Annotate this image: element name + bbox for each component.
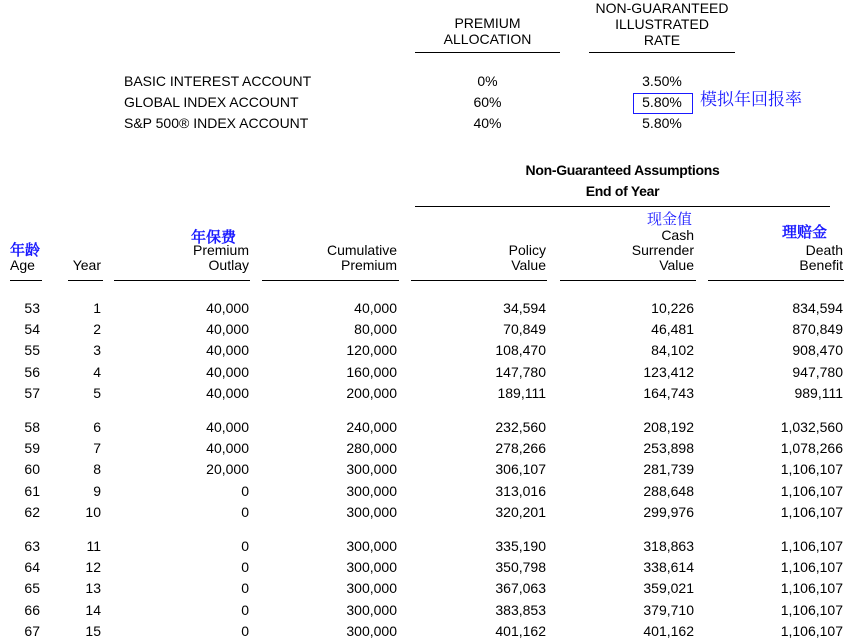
outlay-header-line: Outlay: [208, 257, 249, 273]
cash-surrender-value-cell: 84,102: [651, 342, 694, 359]
year-cell: 13: [85, 580, 101, 597]
death-benefit-cell: 1,078,266: [780, 440, 843, 457]
year-cell: 11: [86, 538, 101, 554]
age-cell: 65: [24, 580, 40, 597]
age-cell: 53: [24, 300, 40, 316]
cash-surrender-value-cell: 123,412: [643, 363, 694, 380]
policy-value-cell: 383,853: [495, 601, 546, 618]
premium-allocation-underline: [415, 52, 560, 53]
premium-outlay-cell: 20,000: [206, 461, 249, 478]
cash-surrender-value-cell: 338,614: [643, 559, 694, 576]
age-cell: 64: [24, 559, 40, 576]
cash-surrender-value-cell: 359,021: [643, 580, 694, 597]
year-cell: 7: [93, 440, 101, 457]
policy-value-cell: 350,798: [495, 559, 546, 576]
premium-outlay-cell: 0: [241, 503, 249, 520]
premium-allocation-header: [415, 15, 560, 47]
death-benefit-cell: 947,780: [792, 363, 843, 380]
assumptions-title: Non-Guaranteed Assumptions: [525, 162, 720, 178]
outlay-underline: [114, 280, 250, 281]
cumulative-premium-cell: 80,000: [354, 321, 397, 338]
cash-surrender-header-line: Surrender: [631, 242, 694, 258]
year-cell: 2: [93, 321, 101, 338]
death-benefit-cell: 1,106,107: [780, 482, 843, 499]
premium-outlay-cell: 0: [241, 622, 249, 639]
death-benefit-cell: 834,594: [792, 300, 843, 316]
outlay-header-line: Premium: [192, 242, 249, 258]
death-benefit-cell: 1,106,107: [780, 601, 843, 618]
cash-surrender-value-cell: 281,739: [643, 461, 694, 478]
death-benefit-header: [703, 243, 843, 273]
premium-outlay-cell: 0: [241, 538, 249, 554]
cumulative-premium-cell: 300,000: [346, 461, 397, 478]
death-benefit-cell: 1,106,107: [780, 622, 843, 639]
year-cell: 5: [93, 384, 101, 401]
assumptions-underline: [415, 206, 830, 207]
cash-surrender-header-line: Value: [659, 257, 694, 273]
age-underline: [10, 280, 42, 281]
premium-outlay-cell: 0: [241, 601, 249, 618]
allocation-account-name: GLOBAL INDEX ACCOUNT: [124, 94, 299, 110]
age-cn-label: 年龄: [10, 242, 41, 259]
cumulative-premium-cell: 300,000: [346, 580, 397, 597]
policy-value-cell: 70,849: [503, 321, 546, 338]
cash-surrender-value-cell: 288,648: [643, 482, 694, 499]
age-cell: 59: [24, 440, 40, 457]
death-benefit-underline: [708, 280, 844, 281]
cumulative-premium-cell: 240,000: [346, 419, 397, 435]
death-benefit-header-line: Death: [805, 242, 843, 258]
year-cell: 15: [85, 622, 101, 639]
death-benefit-cell: 870,849: [792, 321, 843, 338]
cumulative-premium-cell: 300,000: [346, 622, 397, 639]
rate-annotation: 模拟年回报率: [700, 90, 802, 109]
illustrated-rate: 5.80%: [642, 115, 682, 131]
illustrated-rate-header-line: NON-GUARANTEED: [595, 0, 729, 16]
year-cell: 9: [93, 482, 101, 499]
allocation-account-name: S&P 500® INDEX ACCOUNT: [124, 115, 309, 131]
premium-outlay-cell: 0: [241, 482, 249, 499]
death-benefit-cell: 1,106,107: [780, 580, 843, 597]
cumulative-header-line: Cumulative: [326, 242, 397, 258]
illustrated-rate-header-line: ILLUSTRATED: [615, 16, 709, 32]
policy-value-cell: 313,016: [495, 482, 546, 499]
premium-outlay-cell: 40,000: [206, 300, 249, 316]
year-cell: 1: [93, 300, 101, 316]
illustrated-rate-header: [589, 0, 735, 48]
policy-value-cell: 232,560: [495, 419, 546, 435]
year-cell: 6: [93, 419, 101, 435]
illustrated-rate-header-line: RATE: [643, 32, 681, 48]
death-benefit-cell: 989,111: [794, 384, 843, 401]
year-cell: 3: [93, 342, 101, 359]
policy-value-header-line: Policy: [508, 242, 546, 258]
cumulative-premium-cell: 300,000: [346, 559, 397, 576]
cumulative-premium-cell: 160,000: [346, 363, 397, 380]
illustrated-rate: 3.50%: [642, 73, 682, 89]
age-cell: 66: [24, 601, 40, 618]
death-benefit-cell: 1,106,107: [780, 559, 843, 576]
policy-value-cell: 147,780: [495, 363, 546, 380]
death-benefit-cn-label: 理赔金: [782, 224, 828, 241]
age-cell: 58: [24, 419, 40, 435]
premium-allocation-header-line: PREMIUM: [454, 15, 521, 31]
cash-surrender-underline: [560, 280, 696, 281]
year-cell: 14: [85, 601, 101, 618]
cumulative-header-line: Premium: [340, 257, 397, 273]
cumulative-header: [258, 243, 397, 273]
premium-outlay-cell: 40,000: [206, 419, 249, 435]
age-cell: 67: [24, 622, 40, 639]
year-header: Year: [72, 257, 101, 273]
year-underline: [68, 280, 103, 281]
age-cell: 63: [24, 538, 40, 554]
outlay-cn-label: 年保费: [191, 229, 237, 246]
cash-surrender-value-cell: 401,162: [643, 622, 694, 639]
premium-outlay-cell: 40,000: [206, 342, 249, 359]
death-benefit-cell: 908,470: [792, 342, 843, 359]
allocation-percent: 60%: [473, 94, 502, 110]
age-cell: 56: [24, 363, 40, 380]
cash-surrender-cn-label: 现金值: [647, 211, 693, 228]
age-header: Age: [10, 257, 35, 273]
cumulative-premium-cell: 200,000: [346, 384, 397, 401]
allocation-account-name: BASIC INTEREST ACCOUNT: [124, 73, 312, 89]
cumulative-premium-cell: 40,000: [354, 300, 397, 316]
premium-outlay-cell: 0: [241, 580, 249, 597]
premium-outlay-cell: 40,000: [206, 363, 249, 380]
cash-surrender-value-cell: 46,481: [651, 321, 694, 338]
year-cell: 10: [85, 503, 101, 520]
death-benefit-cell: 1,106,107: [780, 461, 843, 478]
cumulative-premium-cell: 300,000: [346, 482, 397, 499]
year-cell: 12: [85, 559, 101, 576]
age-cell: 62: [24, 503, 40, 520]
age-cell: 61: [24, 482, 40, 499]
policy-value-underline: [411, 280, 547, 281]
cash-surrender-value-cell: 253,898: [643, 440, 694, 457]
cumulative-premium-cell: 300,000: [346, 503, 397, 520]
policy-value-cell: 108,470: [495, 342, 546, 359]
premium-outlay-cell: 40,000: [206, 321, 249, 338]
cumulative-premium-cell: 300,000: [346, 601, 397, 618]
death-benefit-header-line: Benefit: [799, 257, 843, 273]
illustrated-rate: 5.80%: [642, 94, 682, 110]
rate-highlight-box: [633, 93, 693, 114]
policy-value-cell: 335,190: [495, 538, 546, 554]
cash-surrender-value-cell: 164,743: [643, 384, 694, 401]
policy-value-cell: 320,201: [495, 503, 546, 520]
cash-surrender-header-line: Cash: [661, 227, 694, 243]
policy-value-cell: 401,162: [495, 622, 546, 639]
policy-value-header: [406, 243, 546, 273]
cash-surrender-value-cell: 299,976: [643, 503, 694, 520]
age-cell: 57: [24, 384, 40, 401]
premium-outlay-cell: 40,000: [206, 440, 249, 457]
death-benefit-cell: 1,106,107: [780, 503, 843, 520]
assumptions-subtitle: End of Year: [585, 183, 660, 199]
premium-allocation-header-line: ALLOCATION: [443, 31, 532, 47]
cash-surrender-value-cell: 208,192: [643, 419, 694, 435]
death-benefit-cell: 1,106,107: [780, 538, 843, 554]
premium-outlay-cell: 0: [241, 559, 249, 576]
policy-value-cell: 278,266: [495, 440, 546, 457]
policy-value-header-line: Value: [511, 257, 546, 273]
policy-value-cell: 34,594: [503, 300, 546, 316]
outlay-header: [110, 243, 249, 273]
illustrated-rate-underline: [589, 52, 735, 53]
cash-surrender-value-cell: 379,710: [643, 601, 694, 618]
policy-value-cell: 189,111: [497, 384, 546, 401]
cash-surrender-header: [555, 228, 694, 273]
year-cell: 4: [93, 363, 101, 380]
cumulative-premium-cell: 120,000: [346, 342, 397, 359]
cash-surrender-value-cell: 10,226: [651, 300, 694, 316]
cash-surrender-value-cell: 318,863: [643, 538, 694, 554]
premium-outlay-cell: 40,000: [206, 384, 249, 401]
death-benefit-cell: 1,032,560: [780, 419, 843, 435]
cumulative-premium-cell: 280,000: [346, 440, 397, 457]
age-cell: 55: [24, 342, 40, 359]
age-cell: 54: [24, 321, 40, 338]
age-cell: 60: [24, 461, 40, 478]
cumulative-premium-cell: 300,000: [346, 538, 397, 554]
cumulative-underline: [262, 280, 399, 281]
policy-value-cell: 306,107: [495, 461, 546, 478]
policy-value-cell: 367,063: [495, 580, 546, 597]
allocation-percent: 0%: [477, 73, 498, 89]
year-cell: 8: [93, 461, 101, 478]
allocation-percent: 40%: [473, 115, 502, 131]
